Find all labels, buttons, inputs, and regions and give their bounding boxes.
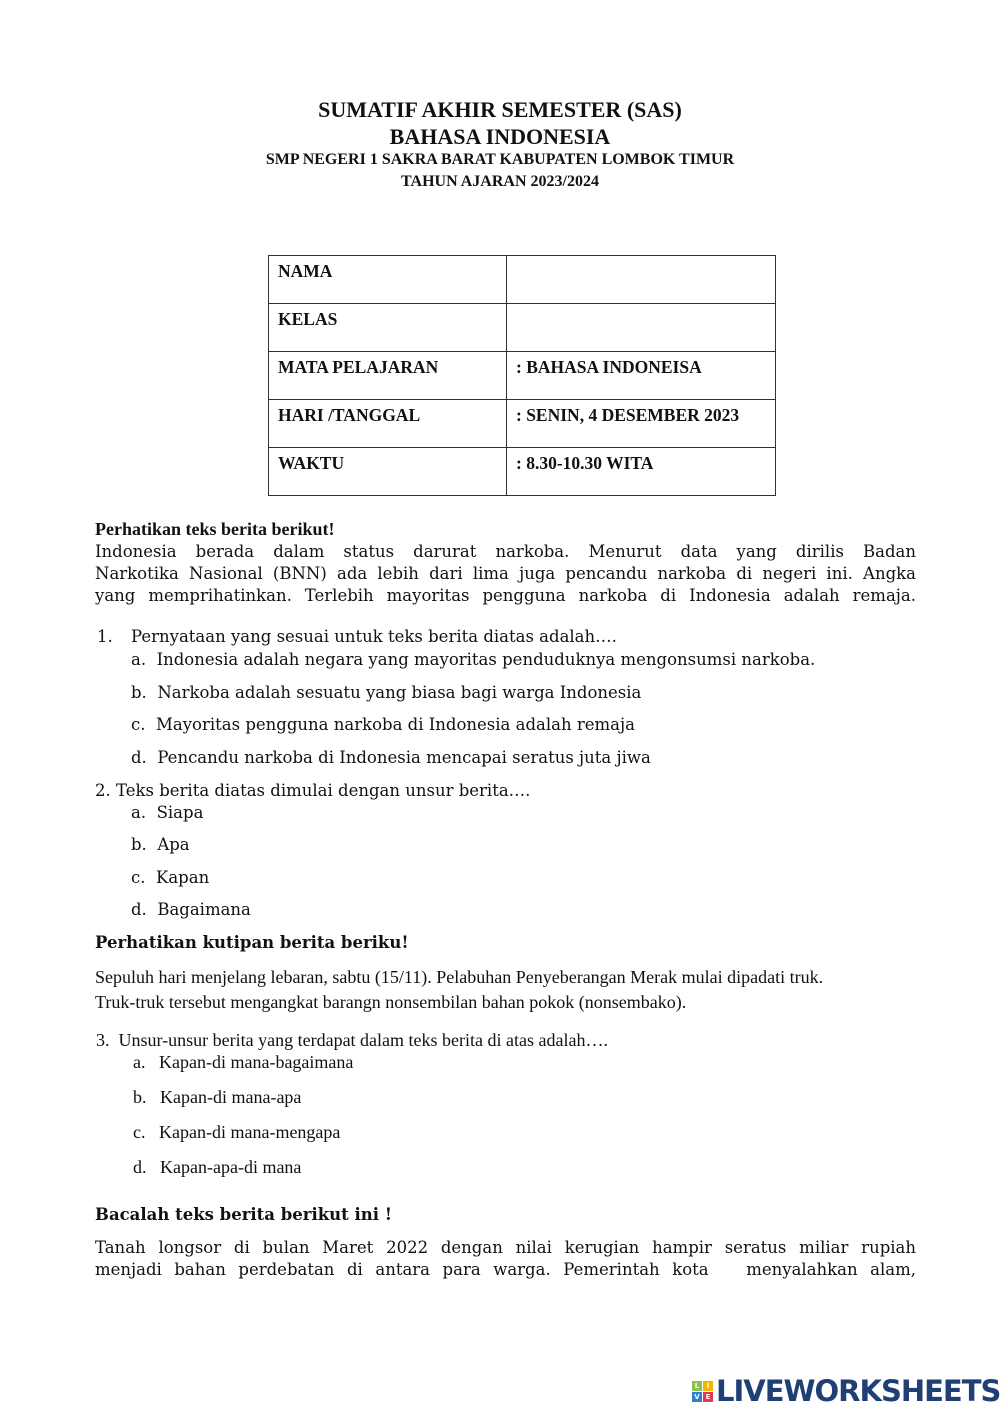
option-text: Apa	[157, 835, 190, 854]
option-letter: c.	[131, 715, 146, 734]
q3-text: Unsur-unsur berita yang terdapat dalam teks berita di atas adalah….	[118, 1030, 608, 1050]
option-text: Kapan-di mana-bagaimana	[159, 1052, 354, 1072]
label-nama: NAMA	[269, 256, 507, 304]
option-text: Kapan	[156, 868, 210, 887]
passage-line: menjadi bahan perdebatan di antara para warga. Pemerintah kota menyalahkan alam,	[95, 1260, 916, 1279]
doc-year: TAHUN AJARAN 2023/2024	[401, 173, 599, 190]
passage3-heading: Bacalah teks berita berikut ini !	[95, 1205, 393, 1224]
option-letter: b.	[131, 835, 147, 854]
option-text: Siapa	[156, 803, 204, 822]
value-tanggal: : SENIN, 4 DESEMBER 2023	[507, 400, 776, 448]
q3-question	[96, 1030, 608, 1051]
doc-title: SUMATIF AKHIR SEMESTER (SAS)	[318, 97, 682, 122]
value-nama[interactable]	[507, 256, 776, 304]
passage1-heading: Perhatikan teks berita berikut!	[95, 519, 335, 539]
q2-number: 2.	[95, 781, 111, 800]
passage-line: Narkotika Nasional (BNN) ada lebih dari lima juga pencandu narkoba di negeri ini. Angka	[95, 564, 916, 583]
q2-text: Teks berita diatas dimulai dengan unsur berita….	[116, 781, 531, 800]
passage-line: Truk-truk tersebut mengangkat barangn nonsembilan bahan pokok (nonsembako).	[95, 992, 687, 1012]
option-text: Bagaimana	[157, 900, 251, 919]
q1-text: Pernyataan yang sesuai untuk teks berita diatas adalah….	[131, 627, 617, 646]
label-kelas: KELAS	[269, 304, 507, 352]
q3-option-a[interactable]	[133, 1052, 353, 1073]
q1-option-b[interactable]	[131, 683, 641, 702]
option-letter: d.	[131, 748, 147, 767]
q2-option-d[interactable]	[131, 900, 251, 919]
option-letter: a.	[133, 1052, 146, 1072]
q1-number: 1.	[97, 627, 113, 646]
label-waktu: WAKTU	[269, 448, 507, 496]
logo-blocks-icon	[692, 1381, 713, 1402]
option-text: Indonesia adalah negara yang mayoritas penduduknya mengonsumsi narkoba.	[156, 650, 816, 669]
q1-option-a[interactable]	[131, 650, 815, 669]
passage-line: Tanah longsor di bulan Maret 2022 dengan nilai kerugian hampir seratus miliar rupiah	[95, 1238, 916, 1257]
option-letter: a.	[131, 650, 147, 669]
passage-line: yang memprihatinkan. Terlebih mayoritas pengguna narkoba di Indonesia adalah remaja.	[95, 586, 916, 605]
logo-block: E	[703, 1392, 713, 1402]
table-row	[269, 304, 776, 352]
q3-option-d[interactable]	[133, 1157, 301, 1178]
option-letter: d.	[131, 900, 147, 919]
value-kelas[interactable]	[507, 304, 776, 352]
q3-option-b[interactable]	[133, 1087, 301, 1108]
option-letter: b.	[133, 1087, 147, 1107]
q1-option-d[interactable]	[131, 748, 651, 767]
option-letter: c.	[133, 1122, 146, 1142]
table-row	[269, 352, 776, 400]
option-letter: a.	[131, 803, 147, 822]
option-text: Kapan-di mana-mengapa	[159, 1122, 341, 1142]
q2-option-c[interactable]	[131, 868, 209, 887]
table-row	[269, 448, 776, 496]
doc-subject: BAHASA INDONESIA	[389, 124, 611, 149]
q2-option-b[interactable]	[131, 835, 190, 854]
option-text: Kapan-apa-di mana	[160, 1157, 302, 1177]
option-letter: d.	[133, 1157, 147, 1177]
option-text: Narkoba adalah sesuatu yang biasa bagi warga Indonesia	[157, 683, 642, 702]
label-tanggal: HARI /TANGGAL	[269, 400, 507, 448]
q3-option-c[interactable]	[133, 1122, 340, 1143]
option-text: Kapan-di mana-apa	[160, 1087, 302, 1107]
logo-block: V	[692, 1392, 702, 1402]
q2-question	[95, 781, 530, 800]
option-letter: b.	[131, 683, 147, 702]
label-mapel: MATA PELAJARAN	[269, 352, 507, 400]
passage1-text	[95, 541, 916, 607]
liveworksheets-logo	[692, 1374, 1000, 1408]
value-waktu: : 8.30-10.30 WITA	[507, 448, 776, 496]
passage3-text	[95, 1237, 916, 1281]
option-letter: c.	[131, 868, 146, 887]
option-text: Mayoritas pengguna narkoba di Indonesia adalah remaja	[156, 715, 635, 734]
table-row	[269, 400, 776, 448]
value-mapel: : BAHASA INDONEISA	[507, 352, 776, 400]
q3-number: 3.	[96, 1030, 110, 1050]
passage-line: Indonesia berada dalam status darurat narkoba. Menurut data yang dirilis Badan	[95, 542, 916, 561]
q1-option-c[interactable]	[131, 715, 635, 734]
table-row	[269, 256, 776, 304]
logo-block: L	[692, 1381, 702, 1391]
passage2-heading: Perhatikan kutipan berita beriku!	[95, 933, 409, 952]
logo-block: I	[703, 1381, 713, 1391]
passage-line: Sepuluh hari menjelang lebaran, sabtu (15/11). Pelabuhan Penyeberangan Merak mulai dipadati truk.	[95, 967, 824, 987]
student-info-table	[268, 255, 776, 496]
passage2-text	[95, 965, 823, 1015]
doc-school: SMP NEGERI 1 SAKRA BARAT KABUPATEN LOMBOK TIMUR	[265, 151, 735, 168]
option-text: Pencandu narkoba di Indonesia mencapai seratus juta jiwa	[157, 748, 651, 767]
q2-option-a[interactable]	[131, 803, 203, 822]
logo-text: LIVEWORKSHEETS	[716, 1374, 1000, 1408]
